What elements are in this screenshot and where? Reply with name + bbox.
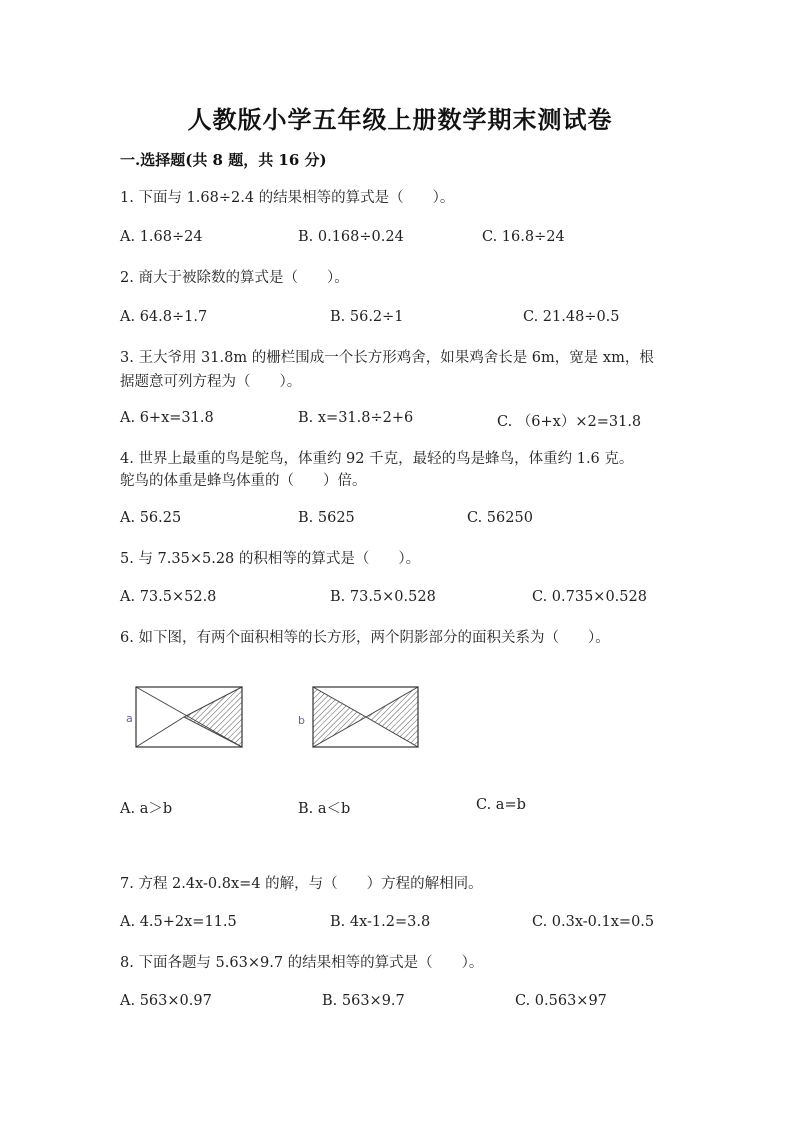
question-8-option-c[interactable]: C. 0.563×97 xyxy=(515,993,607,1009)
question-4-stem-line-1: 4. 世界上最重的鸟是鸵鸟，体重约 92 千克，最轻的鸟是蜂鸟，体重约 1.6 克。 xyxy=(120,451,634,467)
question-2-stem: 2. 商大于被除数的算式是（ ）。 xyxy=(120,270,349,286)
question-1-option-c[interactable]: C. 16.8÷24 xyxy=(482,229,565,245)
question-3-option-c[interactable]: C. （6+x）×2=31.8 xyxy=(497,414,642,430)
question-1-option-b[interactable]: B. 0.168÷0.24 xyxy=(298,229,404,245)
question-2-option-a[interactable]: A. 64.8÷1.7 xyxy=(120,309,208,325)
question-7-stem: 7. 方程 2.4x-0.8x=4 的解，与（ ）方程的解相同。 xyxy=(120,876,483,892)
figure-b-label: b xyxy=(298,714,305,727)
question-1-option-a[interactable]: A. 1.68÷24 xyxy=(120,229,203,245)
question-5-option-a[interactable]: A. 73.5×52.8 xyxy=(120,589,217,605)
figure-rectangle-a xyxy=(124,684,254,750)
figure-b-shaded-left xyxy=(313,687,366,747)
question-4-option-a[interactable]: A. 56.25 xyxy=(120,510,182,526)
question-1-stem: 1. 下面与 1.68÷2.4 的结果相等的算式是（ ）。 xyxy=(120,190,455,206)
question-7-option-c[interactable]: C. 0.3x-0.1x=0.5 xyxy=(532,914,655,930)
question-5-option-b[interactable]: B. 73.5×0.528 xyxy=(330,589,436,605)
question-7-option-a[interactable]: A. 4.5+2x=11.5 xyxy=(120,914,237,930)
figure-a-label: a xyxy=(126,712,133,725)
figure-a-shaded-triangle xyxy=(184,687,242,747)
question-4-stem-line-2: 鸵鸟的体重是蜂鸟体重的（ ）倍。 xyxy=(120,473,367,489)
question-5-option-c[interactable]: C. 0.735×0.528 xyxy=(532,589,647,605)
question-4-option-b[interactable]: B. 5625 xyxy=(298,510,355,526)
question-6-option-a[interactable]: A. a＞b xyxy=(120,801,173,817)
question-3-stem-line-1: 3. 王大爷用 31.8m 的栅栏围成一个长方形鸡舍，如果鸡舍长是 6m，宽是 xm，根 xyxy=(120,350,654,366)
question-3-option-b[interactable]: B. x=31.8÷2+6 xyxy=(298,410,414,426)
question-8-option-b[interactable]: B. 563×9.7 xyxy=(322,993,405,1009)
question-3-stem-line-2: 据题意可列方程为（ ）。 xyxy=(120,374,302,390)
page-title: 人教版小学五年级上册数学期末测试卷 xyxy=(187,105,613,134)
question-4-option-c[interactable]: C. 56250 xyxy=(467,510,533,526)
question-2-option-c[interactable]: C. 21.48÷0.5 xyxy=(523,309,620,325)
question-7-option-b[interactable]: B. 4x-1.2=3.8 xyxy=(330,914,431,930)
question-2-option-b[interactable]: B. 56.2÷1 xyxy=(330,309,404,325)
question-8-option-a[interactable]: A. 563×0.97 xyxy=(120,993,212,1009)
question-6-option-b[interactable]: B. a＜b xyxy=(298,801,351,817)
figure-rectangle-b xyxy=(294,684,424,750)
question-5-stem: 5. 与 7.35×5.28 的积相等的算式是（ ）。 xyxy=(120,551,421,567)
question-6-stem: 6. 如下图，有两个面积相等的长方形，两个阴影部分的面积关系为（ ）。 xyxy=(120,630,610,646)
figure-b-shaded-right xyxy=(366,687,418,747)
question-8-stem: 8. 下面各题与 5.63×9.7 的结果相等的算式是（ ）。 xyxy=(120,955,484,971)
section-heading: 一.选择题(共 8 题，共 16 分) xyxy=(120,151,327,169)
question-3-option-a[interactable]: A. 6+x=31.8 xyxy=(120,410,214,426)
question-6-option-c[interactable]: C. a=b xyxy=(476,797,526,813)
